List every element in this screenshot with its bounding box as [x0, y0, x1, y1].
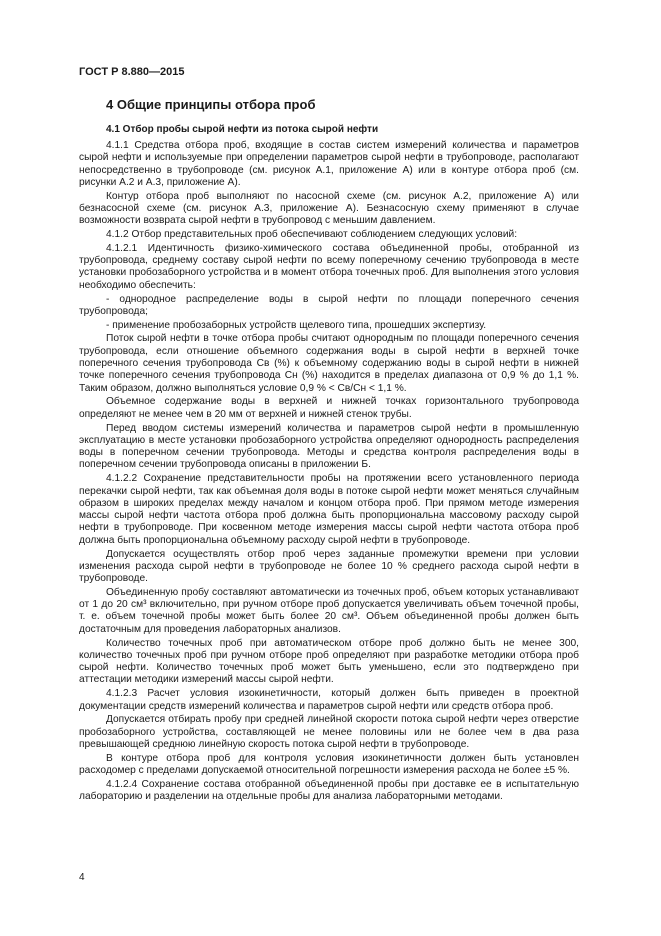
section-title: 4 Общие принципы отбора проб	[106, 97, 316, 112]
paragraph: 4.1.1 Средства отбора проб, входящие в состав систем измерений количества и параметров сырой нефти и используемые при определении параметров сырой нефти в трубопроводе, располагают непосредственно в трубопроводе (см. рисунок А.1, приложение А) или в контуре отбора проб (см. рисунки А.2 и А.3, приложение А).	[79, 140, 579, 188]
paragraph: 4.1.2.2 Сохранение представительности пробы на протяжении всего установленного периода перекачки сырой нефти, так как объемная доля воды в потоке сырой нефти может меняться случайным образом в широких пределах между началом и концом отбора проб. При прямом методе измерения массы сырой нефти частота отбора проб должна быть пропорциональна массовому расходу сырой нефти в трубопроводе. При косвенном методе измерения массы сырой нефти частота отбора проб должна быть пропорциональна объемному расходу сырой нефти в трубопроводе.	[79, 473, 579, 546]
paragraph: 4.1.2.3 Расчет условия изокинетичности, который должен быть приведен в проектной документации средств измерений количества и параметров сырой нефти или средств отбора проб.	[79, 688, 579, 712]
paragraph: Поток сырой нефти в точке отбора пробы считают однородным по площади поперечного сечения трубопровода, если отношение объемного содержания воды в сырой нефти в верхней точке поперечного сечения трубопровода Cв (%) к объемному содержанию воды в сырой нефти в нижней точке поперечного сечения трубопровода Cн (%) находится в пределах диапазона от 0,9 % до 1,1 %. Таким образом, должно выполняться условие 0,9 % < Cв/Cн < 1,1 %.	[79, 333, 579, 394]
list-item: - однородное распределение воды в сырой нефти по площади поперечного сечения трубопровода;	[79, 293, 579, 317]
paragraph: 4.1.2 Отбор представительных проб обеспечивают соблюдением следующих условий:	[106, 229, 518, 241]
paragraph: В контуре отбора проб для контроля условия изокинетичности должен быть установлен расходомер с пределами допускаемой относительной погрешности измерения расхода не более ±5 %.	[79, 752, 579, 777]
subsection-title: 4.1 Отбор пробы сырой нефти из потока сырой нефти	[106, 124, 379, 135]
paragraph: Объемное содержание воды в верхней и нижней точках горизонтального трубопровода определяют не менее чем в 20 мм от верхней и нижней стенок трубы.	[79, 396, 579, 420]
body-text	[79, 140, 579, 805]
paragraph: 4.1.2.4 Сохранение состава отобранной объединенной пробы при доставке ее в испытательную лабораторию и разделении на отдельные пробы для анализа лабораторными методами.	[79, 778, 579, 803]
list-item: - применение пробозаборных устройств щелевого типа, прошедших экспертизу.	[106, 319, 487, 331]
paragraph: Допускается осуществлять отбор проб через заданные промежутки времени при условии изменения расхода сырой нефти в трубопроводе не более 10 % среднего расхода сырой нефти в трубопроводе.	[79, 548, 579, 585]
paragraph: Контур отбора проб выполняют по насосной схеме (см. рисунок А.2, приложение А) или безнасосной схеме (см. рисунок А.3, приложение А). Безнасосную схему применяют в случае возможности возврата сырой нефти в трубопровод с меньшим давлением.	[79, 190, 579, 227]
paragraph: 4.1.2.1 Идентичность физико-химического состава объединенной пробы, отобранной из трубопровода, среднему составу сырой нефти по всему поперечному сечению трубопровода в месте установки пробозаборного устройства и в момент отбора точечных проб. Для выполнения этого условия необходимо обеспечить:	[79, 242, 579, 291]
paragraph: Перед вводом системы измерений количества и параметров сырой нефти в промышленную эксплуатацию в месте установки пробозаборного устройства определяют однородность распределения воды в поперечном сечении трубопровода. Методы и средства контроля распределения воды в поперечном сечении трубопровода описаны в приложении Б.	[79, 422, 579, 471]
paragraph: Количество точечных проб при автоматическом отборе проб должно быть не менее 300, количество точечных проб при ручном отборе проб определяют при разработке методики отбора проб сырой нефти. Количество точечных проб может быть уменьшено, если это подтверждено при аттестации методики измерений массы сырой нефти.	[79, 637, 579, 686]
paragraph: Объединенную пробу составляют автоматически из точечных проб, объем которых устанавливают от 1 до 20 см³ включительно, при ручном отборе проб допускается увеличивать объем точечной пробы, т. е. объем точечной пробы может быть более 20 см³. Объем объединенной пробы должен быть достаточным для проведения лабораторных анализов.	[79, 586, 579, 635]
paragraph: Допускается отбирать пробу при средней линейной скорости потока сырой нефти через отверстие пробозаборного устройства, составляющей не менее половины или не более чем в два раза превышающей среднюю линейную скорость потока сырой нефти в трубопроводе.	[79, 714, 579, 750]
document-header: ГОСТ Р 8.880—2015	[79, 66, 185, 78]
page-number: 4	[79, 872, 85, 883]
